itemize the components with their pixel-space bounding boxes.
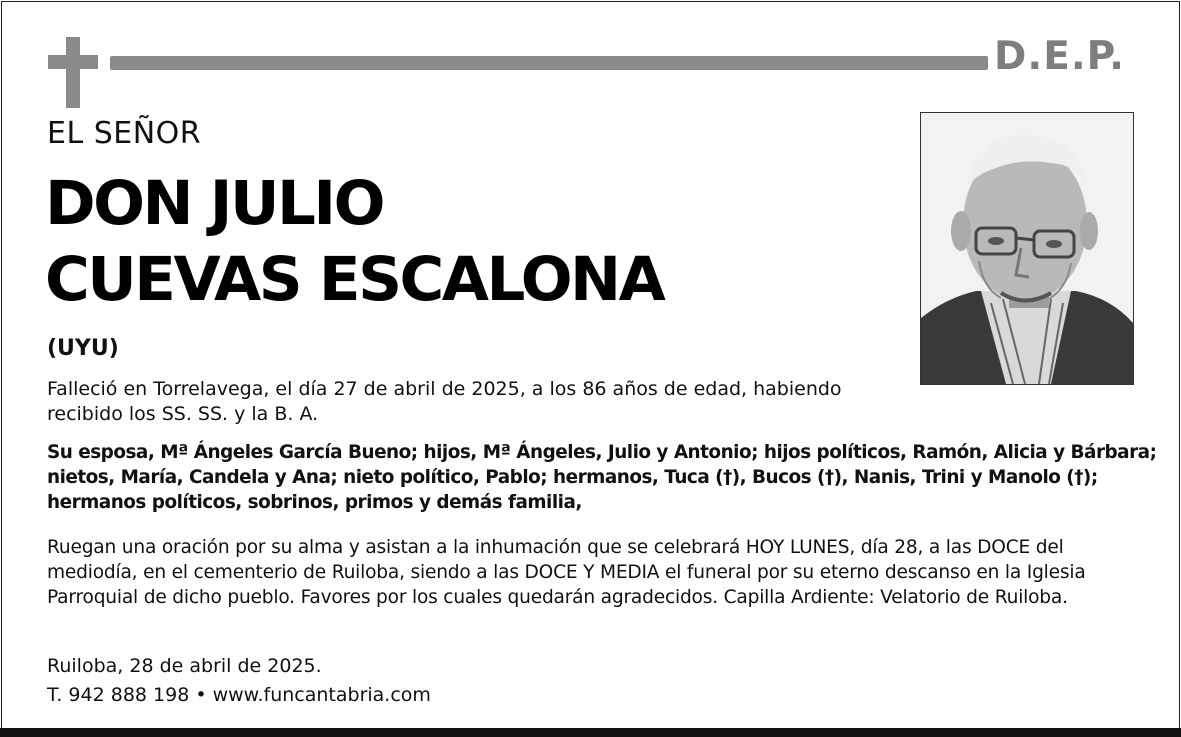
name-line-1: DON JULIO: [45, 168, 383, 239]
deceased-name: [45, 166, 663, 318]
cross-icon-arm: [48, 55, 98, 69]
name-line-2: CUEVAS ESCALONA: [45, 244, 664, 315]
nickname: (UYU): [47, 336, 119, 361]
service-paragraph: Ruegan una oración por su alma y asistan a la inhumación que se celebrará HOY LUNES, día 28, a las DOCE del mediodía, en el cementerio de Ruiloba, siendo a las DOCE Y MEDIA el funeral por su eterno descanso en la Iglesia Parroquial de dicho pueblo. Favores por los cuales quedarán agradecidos. Capilla Ardiente: Velatorio de Ruiloba.: [47, 537, 1086, 608]
dep-label: D.E.P.: [994, 34, 1125, 79]
portrait-image: [921, 113, 1133, 384]
footer-rule: [0, 728, 1181, 737]
title-prefix: EL SEÑOR: [47, 116, 202, 151]
death-paragraph: Falleció en Torrelavega, el día 27 de abril de 2025, a los 86 años de edad, habiendo recibido los SS. SS. y la B. A.: [47, 378, 842, 425]
header-rule: [110, 56, 988, 70]
family-paragraph: Su esposa, Mª Ángeles García Bueno; hijos, Mª Ángeles, Julio y Antonio; hijos políticos, Ramón, Alicia y Bárbara; nietos, María, Candela y Ana; nieto político, Pablo; hermanos, Tuca (†), Bucos (†), Nanis, Trini y Manolo (†); hermanos políticos, sobrinos, primos y demás familia,: [47, 442, 1157, 513]
cross-icon: [66, 37, 80, 108]
contact-line: T. 942 888 198 • www.funcantabria.com: [47, 684, 431, 706]
portrait-photo: [920, 112, 1134, 385]
place-date: Ruiloba, 28 de abril de 2025.: [47, 655, 322, 677]
